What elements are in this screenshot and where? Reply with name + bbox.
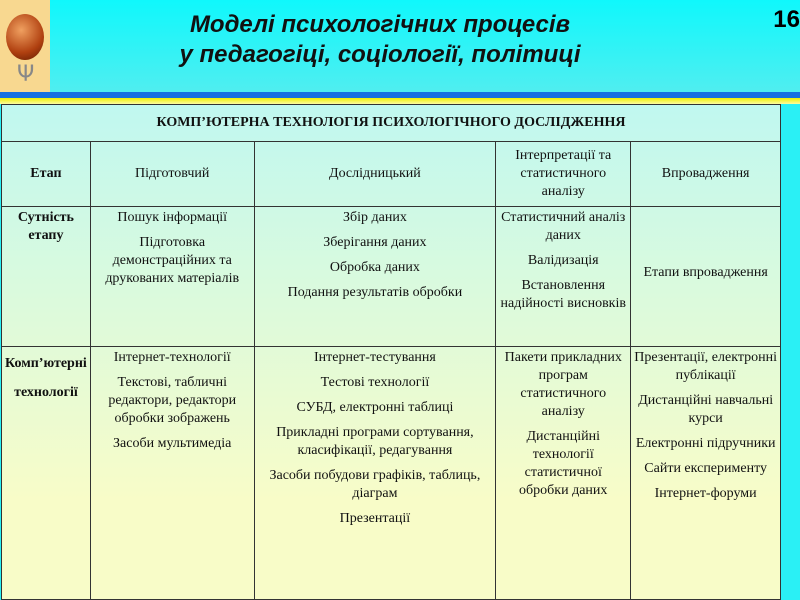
stage-cell: Підготовчий xyxy=(90,142,254,207)
slide-number: 16 xyxy=(773,6,800,33)
cell-item: Презентації, електронні публікації xyxy=(634,350,777,383)
cell-item: Інтернет-технології xyxy=(113,350,231,365)
cell-item: Подання результатів обробки xyxy=(287,285,463,300)
cell-item: Електронні підручники xyxy=(635,436,776,451)
cell-item: Встановлення надійності висновків xyxy=(500,278,626,311)
essence-cell xyxy=(254,207,496,347)
cell-item: Засоби побудови графіків, таблиць, діаграм xyxy=(269,468,481,501)
cell-item: Презентації xyxy=(339,511,411,526)
essence-cell xyxy=(631,207,781,347)
tech-label: Комп’ютерні технології xyxy=(2,347,91,600)
psi-icon: Ψ xyxy=(17,62,35,87)
essence-cell xyxy=(90,207,254,347)
cell-item: Дистанційні технології статистичної обробки даних xyxy=(519,429,608,498)
stage-cell: Дослідницький xyxy=(254,142,496,207)
cell-item: Зберігання даних xyxy=(323,235,427,250)
cell-item: Тестові технології xyxy=(320,375,430,390)
tech-cell xyxy=(631,347,781,600)
cell-item: Інтернет-тестування xyxy=(313,350,436,365)
cell-item: Текстові, табличні редактори, редактори обробки зображень xyxy=(108,375,237,426)
stage-cell: Інтерпретації та статистичного аналізу xyxy=(496,142,631,207)
cell-item: Збір даних xyxy=(342,210,407,225)
tech-cell xyxy=(90,347,254,600)
slide-header xyxy=(0,0,800,92)
cell-item: Валідизація xyxy=(527,253,599,268)
essence-label: Сутність етапу xyxy=(2,207,91,347)
cell-item: СУБД, електронні таблиці xyxy=(296,400,454,415)
cell-item: Статистичний аналіз даних xyxy=(501,210,626,243)
title-line-1: Моделі психологічних процесів xyxy=(189,11,571,38)
table-row-essence xyxy=(2,207,781,347)
globe-icon xyxy=(6,14,44,60)
tech-cell xyxy=(254,347,496,600)
stage-label: Етап xyxy=(2,142,91,207)
cell-item: Етапи впровадження xyxy=(643,265,768,280)
stage-cell: Впровадження xyxy=(631,142,781,207)
cell-item: Інтернет-форуми xyxy=(654,486,757,501)
table-row-stage xyxy=(2,142,781,207)
tech-cell xyxy=(496,347,631,600)
cell-item: Обробка даних xyxy=(329,260,420,275)
research-table xyxy=(1,104,781,600)
table-row-tech xyxy=(2,347,781,600)
title-line-2: у педагогіці, соціології, політиці xyxy=(179,41,581,68)
slide-title xyxy=(100,10,660,70)
cell-item: Засоби мультимедіа xyxy=(113,436,232,451)
cell-item: Сайти експерименту xyxy=(644,461,768,476)
essence-cell xyxy=(496,207,631,347)
logo xyxy=(0,0,50,92)
cell-item: Пошук інформації xyxy=(117,210,228,225)
cell-item: Підготовка демонстраційних та друкованих матеріалів xyxy=(105,235,240,286)
table-title: КОМП’ЮТЕРНА ТЕХНОЛОГІЯ ПСИХОЛОГІЧНОГО ДОСЛІДЖЕННЯ xyxy=(2,105,781,142)
cell-item: Прикладні програми сортування, класифікації, редагування xyxy=(276,425,474,458)
cell-item: Дистанційні навчальні курси xyxy=(638,393,774,426)
cell-item: Пакети прикладних програм статистичного аналізу xyxy=(504,350,622,419)
